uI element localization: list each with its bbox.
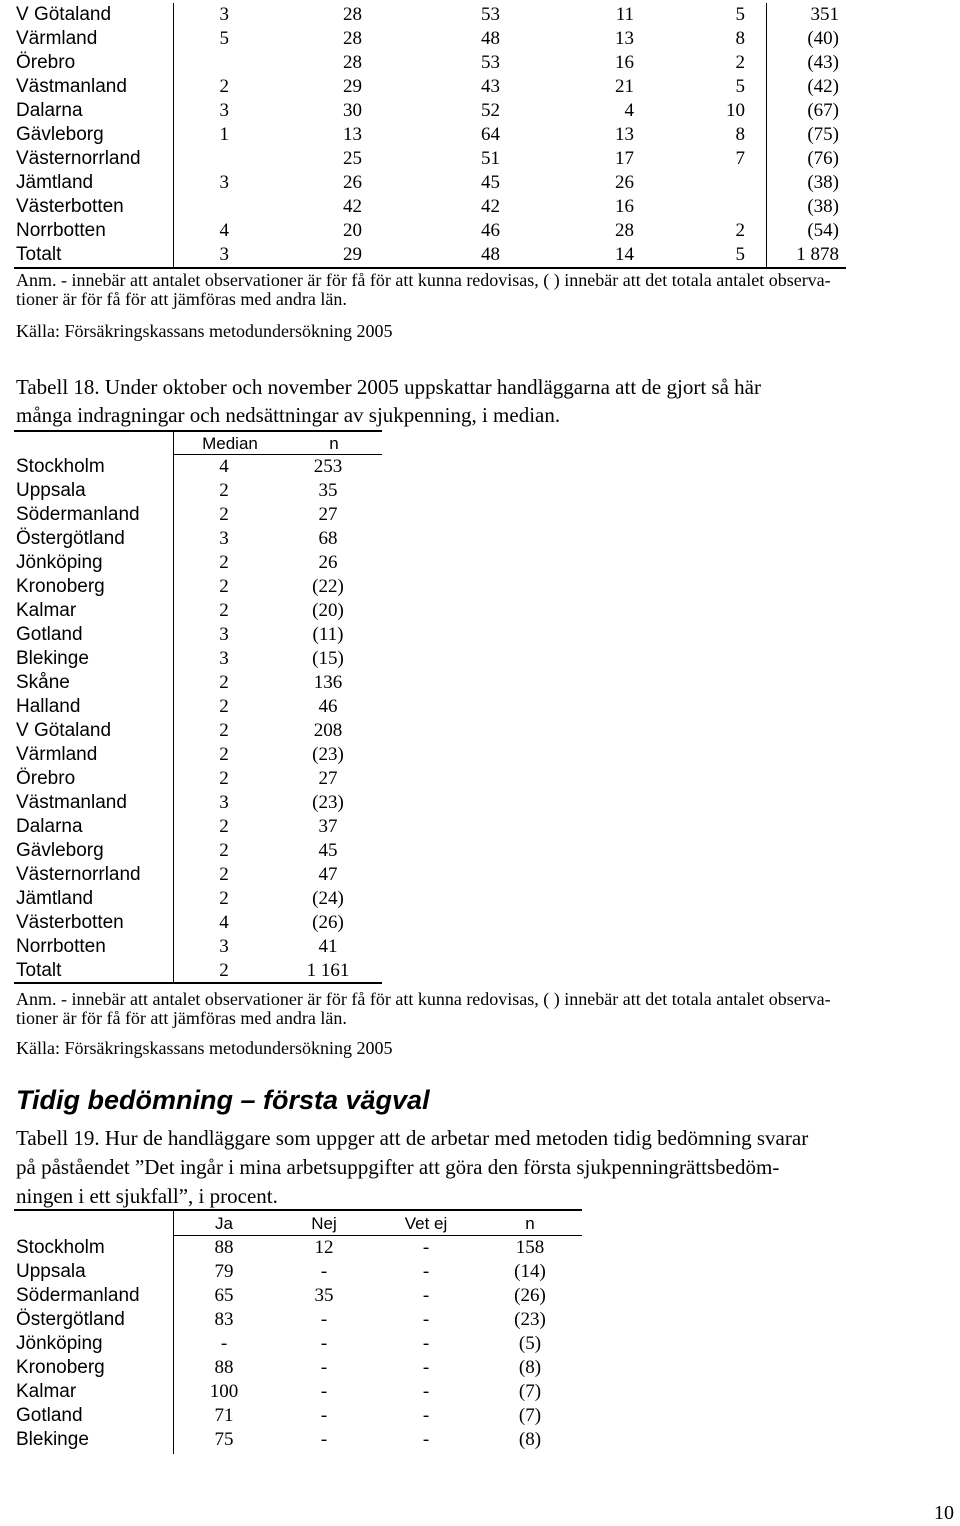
row-label: Västernorrland (16, 148, 141, 169)
table-row (14, 647, 382, 671)
table-cell: 5 (735, 244, 745, 265)
row-label: Blekinge (16, 648, 89, 669)
table-cell: - (320, 1405, 328, 1426)
table-cell: 46 (481, 220, 500, 241)
table-row (14, 1356, 582, 1380)
n-cell: 35 (318, 480, 338, 501)
caption-line: på påståendet ”Det ingår i mina arbetsuppgifter att göra den första sjukpenningrättsbedöm- (16, 1155, 780, 1179)
row-label: Västmanland (16, 792, 127, 813)
table-cell: 53 (481, 4, 500, 25)
table-cell: (38) (807, 196, 839, 217)
table19-caption (16, 1124, 956, 1211)
table-cell: - (422, 1381, 430, 1402)
row-label: Uppsala (16, 1261, 86, 1282)
median-cell: 2 (219, 864, 229, 885)
table-cell: 5 (735, 4, 745, 25)
table18-caption (16, 373, 956, 429)
table-cell: (38) (807, 172, 839, 193)
median-cell: 3 (219, 792, 229, 813)
table-row (14, 51, 846, 75)
table-cell: 1 (219, 124, 229, 145)
table-cell: (23) (514, 1309, 546, 1330)
table-row (14, 1236, 582, 1260)
table-cell: (7) (518, 1405, 542, 1426)
row-label: V Götaland (16, 4, 112, 25)
n-cell: 27 (318, 504, 338, 525)
table-cell: 8 (735, 124, 745, 145)
column-header-vet-ej: Vet ej (404, 1214, 448, 1233)
median-cell: 2 (219, 744, 229, 765)
table-top-rule (14, 1209, 582, 1211)
table-row (14, 219, 846, 243)
row-label: Gävleborg (16, 124, 104, 145)
table-cell: - (320, 1333, 328, 1354)
table-cell: 13 (343, 124, 362, 145)
table-row (14, 147, 846, 171)
note-line: Anm. - innebär att antalet observationer är för få för att kunna redovisas, ( ) innebär att det totala antalet observa- (16, 270, 831, 290)
table-row (14, 815, 382, 839)
median-cell: 2 (219, 600, 229, 621)
median-cell: 2 (219, 552, 229, 573)
table-cell: 42 (343, 196, 362, 217)
table-row (14, 767, 382, 791)
n-cell: (15) (312, 648, 344, 669)
n-cell: (26) (312, 912, 344, 933)
row-label: Skåne (16, 672, 70, 693)
table-cell: 2 (735, 220, 745, 241)
table-cell: 28 (343, 28, 362, 49)
table-cell: 4 (219, 220, 229, 241)
row-label: Jönköping (16, 552, 103, 573)
row-label: Örebro (16, 52, 76, 73)
table-cell: 12 (314, 1237, 334, 1258)
median-cell: 2 (219, 816, 229, 837)
table-cell: 20 (343, 220, 362, 241)
table-cell: 13 (615, 28, 634, 49)
row-label: Uppsala (16, 480, 86, 501)
table-cell: 64 (481, 124, 500, 145)
table-cell: (8) (518, 1429, 542, 1450)
table-row (14, 1284, 582, 1308)
row-label: Södermanland (16, 504, 140, 525)
table-cell: 351 (810, 4, 839, 25)
row-label: Dalarna (16, 816, 83, 837)
row-label: Östergötland (16, 528, 125, 549)
row-label: Stockholm (16, 456, 105, 477)
table-row (14, 1380, 582, 1404)
table-row (14, 695, 382, 719)
table-row (14, 503, 382, 527)
table-row (14, 1428, 582, 1452)
n-cell: 253 (313, 456, 343, 477)
table-cell: 8 (735, 28, 745, 49)
table-cell: - (422, 1309, 430, 1330)
table-row (14, 99, 846, 123)
table-cell: - (422, 1237, 430, 1258)
caption-line: ningen i ett sjukfall”, i procent. (16, 1184, 278, 1208)
table-row (14, 839, 382, 863)
note-line: Anm. - innebär att antalet observationer är för få för att kunna redovisas, ( ) innebär att det totala antalet observa- (16, 989, 831, 1009)
table-cell: 28 (343, 52, 362, 73)
table-cell: 48 (481, 28, 500, 49)
n-cell: 136 (313, 672, 343, 693)
table-cell: - (422, 1405, 430, 1426)
table-row (14, 27, 846, 51)
n-cell: 37 (318, 816, 338, 837)
note-line: tioner är för få för att jämföras med andra län. (16, 1008, 347, 1028)
table-cell: (54) (807, 220, 839, 241)
table-row (14, 671, 382, 695)
table-row (14, 455, 382, 479)
column-header-nej: Nej (311, 1214, 337, 1233)
table-row (14, 527, 382, 551)
table-cell (655, 195, 745, 219)
table-row (14, 551, 382, 575)
median-cell: 2 (219, 720, 229, 741)
n-cell: (23) (312, 792, 344, 813)
note-line: tioner är för få för att jämföras med andra län. (16, 289, 347, 309)
table-row (14, 719, 382, 743)
row-label: Värmland (16, 744, 98, 765)
table-cell: 3 (219, 244, 229, 265)
table-cell: 43 (481, 76, 500, 97)
table-cell: 5 (219, 28, 229, 49)
n-cell: 26 (318, 552, 338, 573)
table-cell (139, 147, 229, 171)
table-row (14, 623, 382, 647)
table-cell: 83 (214, 1309, 234, 1330)
table2-source: Källa: Försäkringskassans metodundersökning 2005 (16, 1038, 393, 1058)
table-cell: - (320, 1381, 328, 1402)
median-cell: 3 (219, 936, 229, 957)
table1-source: Källa: Försäkringskassans metodundersökning 2005 (16, 321, 393, 341)
table-cell: 16 (615, 196, 634, 217)
row-label: V Götaland (16, 720, 112, 741)
table-row (14, 863, 382, 887)
table-cell: 53 (481, 52, 500, 73)
row-label: Gotland (16, 1405, 83, 1426)
table2-note (16, 990, 956, 1028)
table-row (14, 935, 382, 959)
table-cell: (26) (514, 1285, 546, 1306)
median-cell: 2 (219, 480, 229, 501)
table-row (14, 243, 846, 267)
table-cell: 5 (735, 76, 745, 97)
row-label: Kronoberg (16, 576, 105, 597)
table-cell (139, 51, 229, 75)
table-cell: 29 (343, 244, 362, 265)
n-cell: 27 (318, 768, 338, 789)
table-cell: - (320, 1261, 328, 1282)
row-label: Västmanland (16, 76, 127, 97)
table-row (14, 1332, 582, 1356)
table-cell: 1 878 (796, 244, 839, 265)
n-cell: 1 161 (306, 960, 350, 981)
table1-note (16, 271, 956, 309)
table-row (14, 1260, 582, 1284)
table-row (14, 195, 846, 219)
table-row (14, 75, 846, 99)
table-cell: (76) (807, 148, 839, 169)
n-cell: 41 (318, 936, 338, 957)
table-body (14, 3, 846, 267)
table-cell: 16 (615, 52, 634, 73)
table-cell: 28 (615, 220, 634, 241)
table-cell: 42 (481, 196, 500, 217)
table-cell: 158 (515, 1237, 545, 1258)
row-label: Stockholm (16, 1237, 105, 1258)
row-label: Västernorrland (16, 864, 141, 885)
table-row (14, 959, 382, 983)
n-cell: (23) (312, 744, 344, 765)
n-cell: 47 (318, 864, 338, 885)
table-row (14, 743, 382, 767)
table-cell: - (422, 1429, 430, 1450)
column-header-n: n (525, 1214, 535, 1233)
table-cell: 65 (214, 1285, 234, 1306)
row-label: Blekinge (16, 1429, 89, 1450)
median-cell: 3 (219, 528, 229, 549)
table-row (14, 1308, 582, 1332)
median-cell: 2 (219, 888, 229, 909)
table-cell: 26 (615, 172, 634, 193)
row-label: Örebro (16, 768, 76, 789)
table-row (14, 171, 846, 195)
table-cell: (14) (514, 1261, 546, 1282)
table-cell: 45 (481, 172, 500, 193)
table-row (14, 123, 846, 147)
table-row (14, 479, 382, 503)
row-label: Västerbotten (16, 912, 124, 933)
row-label: Värmland (16, 28, 98, 49)
table-cell: - (422, 1357, 430, 1378)
table-cell: 13 (615, 124, 634, 145)
table-cell: 2 (219, 76, 229, 97)
table-cell: 3 (219, 4, 229, 25)
table-cell (139, 195, 229, 219)
row-label: Jämtland (16, 172, 94, 193)
table-cell: 30 (343, 100, 362, 121)
table-cell: 3 (219, 172, 229, 193)
n-cell: (24) (312, 888, 344, 909)
table-cell: 14 (615, 244, 634, 265)
table-cell: (8) (518, 1357, 542, 1378)
table-row (14, 887, 382, 911)
row-label: Gotland (16, 624, 83, 645)
table-cell: - (422, 1285, 430, 1306)
median-cell: 4 (219, 912, 229, 933)
caption-line: Tabell 19. Hur de handläggare som uppger att de arbetar med metoden tidig bedömning svarar (16, 1126, 809, 1150)
n-cell: 46 (318, 696, 338, 717)
median-cell: 2 (219, 672, 229, 693)
table-cell: (5) (518, 1333, 542, 1354)
row-label: Västerbotten (16, 196, 124, 217)
column-header-n: n (329, 434, 339, 453)
row-label: Östergötland (16, 1309, 125, 1330)
table-cell: 88 (214, 1357, 234, 1378)
row-label: Gävleborg (16, 840, 104, 861)
table-cell: 52 (481, 100, 500, 121)
median-cell: 2 (219, 768, 229, 789)
median-cell: 2 (219, 504, 229, 525)
table-cell: (43) (807, 52, 839, 73)
table-cell: 51 (481, 148, 500, 169)
table-cell: (7) (518, 1381, 542, 1402)
median-cell: 4 (219, 456, 229, 477)
table-cell: 71 (214, 1405, 234, 1426)
table-cell: 28 (343, 4, 362, 25)
table-cell: 25 (343, 148, 362, 169)
row-label: Norrbotten (16, 936, 106, 957)
table-bottom-rule (14, 267, 846, 269)
table-cell: 26 (343, 172, 362, 193)
table-cell: 29 (343, 76, 362, 97)
n-cell: (20) (312, 600, 344, 621)
n-cell: 68 (318, 528, 338, 549)
row-label: Dalarna (16, 100, 83, 121)
table-cell: 3 (219, 100, 229, 121)
table-cell: 88 (214, 1237, 234, 1258)
table-cell: (67) (807, 100, 839, 121)
row-label: Kalmar (16, 1381, 77, 1402)
table-cell: 100 (209, 1381, 239, 1402)
row-label: Kalmar (16, 600, 77, 621)
table-cell: - (320, 1309, 328, 1330)
table-cell: 48 (481, 244, 500, 265)
table-cell: - (320, 1429, 328, 1450)
table-cell: - (422, 1261, 430, 1282)
table-cell: 17 (615, 148, 634, 169)
section-heading: Tidig bedömning – första vägval (16, 1085, 430, 1115)
median-cell: 3 (219, 648, 229, 669)
median-cell: 2 (219, 696, 229, 717)
table-row (14, 599, 382, 623)
table-row (14, 3, 846, 27)
table-bottom-rule (14, 982, 382, 984)
n-cell: (11) (312, 624, 344, 645)
table-cell: (42) (807, 76, 839, 97)
table-cell: (75) (807, 124, 839, 145)
table-cell: (40) (807, 28, 839, 49)
row-label: Norrbotten (16, 220, 106, 241)
table-row (14, 791, 382, 815)
table-cell: 79 (214, 1261, 234, 1282)
n-cell: 45 (318, 840, 338, 861)
table-regional-distribution (14, 3, 846, 267)
row-label: Jönköping (16, 1333, 103, 1354)
n-cell: 208 (313, 720, 343, 741)
table-cell: 35 (314, 1285, 334, 1306)
table-cell: 21 (615, 76, 634, 97)
caption-line: många indragningar och nedsättningar av sjukpenning, i median. (16, 403, 561, 427)
median-cell: 2 (219, 840, 229, 861)
column-header-ja: Ja (215, 1214, 233, 1233)
median-cell: 3 (219, 624, 229, 645)
table-row (14, 1404, 582, 1428)
row-label: Södermanland (16, 1285, 140, 1306)
table-cell: 4 (624, 100, 634, 121)
row-label: Totalt (16, 960, 62, 981)
row-label: Totalt (16, 244, 62, 265)
row-label: Jämtland (16, 888, 94, 909)
table-row (14, 911, 382, 935)
table-cell: 7 (735, 148, 745, 169)
table-cell: 75 (214, 1429, 234, 1450)
table-cell: - (422, 1333, 430, 1354)
caption-line: Tabell 18. Under oktober och november 2005 uppskattar handläggarna att de gjort så här (16, 375, 761, 399)
table-cell: - (220, 1333, 228, 1354)
column-header-median: Median (202, 434, 258, 453)
median-cell: 2 (219, 576, 229, 597)
row-label: Halland (16, 696, 81, 717)
row-label: Kronoberg (16, 1357, 105, 1378)
n-cell: (22) (312, 576, 344, 597)
table-cell: 2 (735, 52, 745, 73)
table-cell (655, 171, 745, 195)
page-number: 10 (934, 1502, 954, 1524)
table-cell: - (320, 1357, 328, 1378)
median-cell: 2 (219, 960, 229, 981)
table-cell: 10 (726, 100, 745, 121)
table-row (14, 575, 382, 599)
table-cell: 11 (615, 4, 634, 25)
